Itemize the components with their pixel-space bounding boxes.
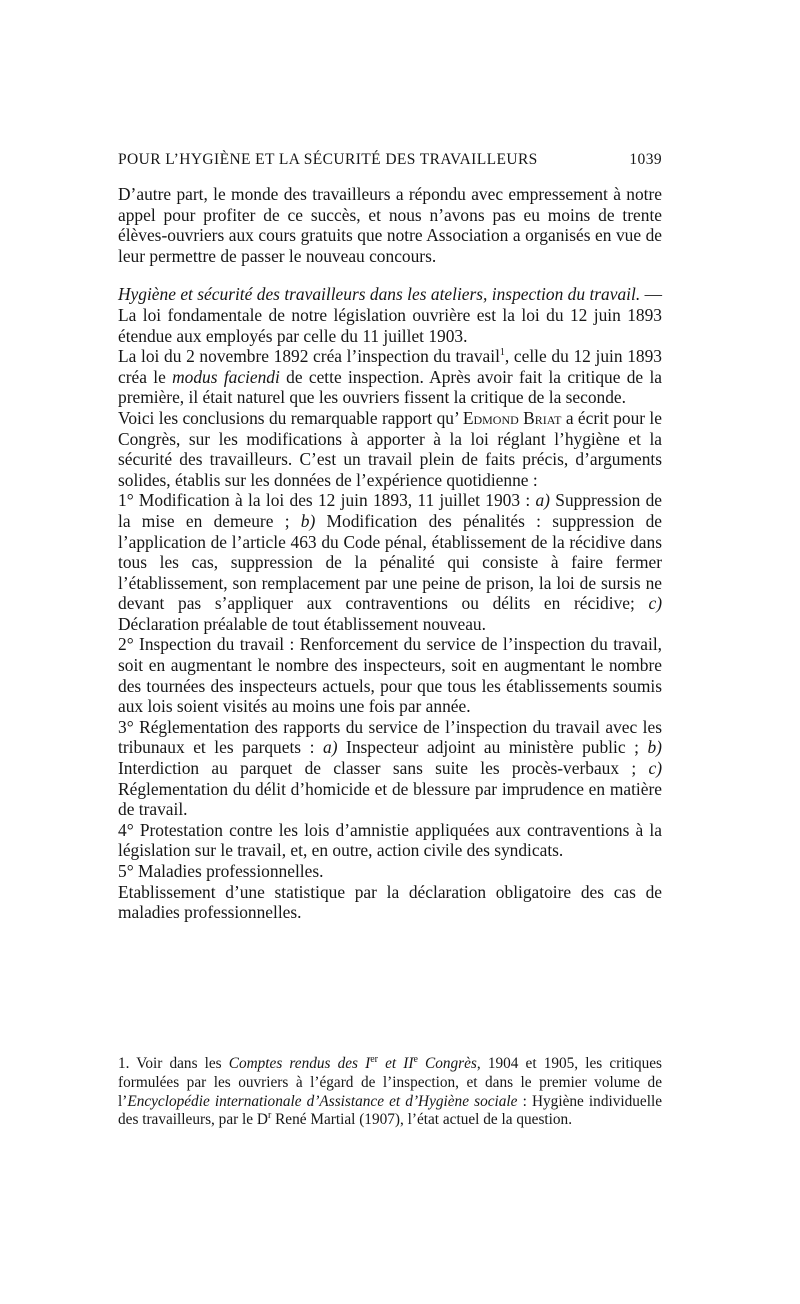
paragraph-workers-response: D’autre part, le monde des travailleurs a répondu avec empressement à notre appel pour profiter de ce succès, et nous n’avons pas eu moins de trente élèves-ouvriers aux cours gratuits que notre Association a organisés en vue de leur permettre de passer le nouveau concours. [118,184,662,266]
footnote-part: : Hygiène individuelle des travailleurs, par le D [118,1092,662,1129]
paragraph-text: Réglementation du délit d’homicide et de blessure par imprudence en matière de travail. [118,778,662,820]
footnote-marker: 1 [499,347,505,359]
italic-term: modus faciendi [172,366,280,387]
paragraph-text: Voici les conclusions du remarquable rapport qu’ [118,407,463,428]
paragraph-fundamental-law [118,284,662,346]
paragraph-text: 1° Modification à la loi des 12 juin 1893, 11 juillet 1903 : [118,490,536,511]
paragraph-text: 3° Réglementation des rapports du service de l’inspection du travail avec les tribunaux et les parquets : [118,716,662,758]
running-header [118,150,662,170]
author-name: Edmond Briat [462,407,562,428]
list-item-2: 2° Inspection du travail : Renforcement du service de l’inspection du travail, soit en augmentant le nombre des inspecteurs, soit en augmentant le nombre des tournées des inspecteurs actuels, pour que tous les établissements soumis aux lois soient visités au moins une fois par année. [118,634,662,717]
footnote [118,1055,662,1130]
paragraph-text: Modification des pénalités : suppression de l’application de l’article 463 du Code pénal, établissement de la récidive dans tous les cas, suppression de la pénalité qui consiste à faire fermer l’établissement, son remplacement par une peine de prison, la loi de sursis ne devant pas s’appliquer aux contraventions ou délits en récidive; [118,510,662,614]
list-item-1 [118,490,662,634]
footnote-text [118,1055,662,1130]
main-text [118,184,662,923]
superscript: e [413,1053,418,1065]
list-item-3 [118,717,662,820]
item-letter: a) [323,737,338,758]
paragraph-text: Suppression de la mise en demeure ; [118,490,662,531]
list-item-5: 5° Maladies professionnelles. [118,861,324,881]
paragraph-text: Interdiction au parquet de classer sans suite les procès-verbaux ; [118,758,649,779]
paragraph-inspection-law [118,346,662,408]
item-letter: a) [535,490,550,511]
item-letter: c) [648,758,662,779]
footnote-part: , 1904 et 1905, les critiques formulées par les ouvriers à l’égard de l’inspection, et dans le premier volume de l’ [118,1055,663,1110]
footnote-italic: Comptes rendus des I [228,1055,371,1072]
paragraph-text: a écrit pour le Congrès, sur les modifications à apporter à la loi réglant l’hygiène et la sécurité des travailleurs. C’est un travail plein de faits précis, d’arguments solides, établis sur les données de l’expérience quotidienne : [118,407,662,490]
section-heading: Hygiène et sécurité des travailleurs dans les ateliers, inspection du travail. [118,284,641,305]
paragraph-text: de cette inspection. Après avoir fait la critique de la première, il était naturel que les ouvriers fissent la critique de la seconde. [118,366,662,408]
superscript: r [267,1110,272,1122]
footnote-italic: Congrès [417,1055,477,1072]
paragraph-text: , celle du 12 juin 1893 créa le [118,346,662,387]
footnote-part: 1. Voir dans les [118,1055,229,1072]
item-letter: c) [648,593,662,614]
paragraph-report-conclusions [118,408,662,490]
page-number: 1039 [629,151,662,168]
item-letter: b) [300,510,316,531]
list-item-4: 4° Protestation contre les lois d’amnistie appliquées aux contraventions à la législation sur le travail, et, en outre, action civile des syndicats. [118,819,662,861]
paragraph-text: — La loi fondamentale de notre législation ouvrière est la loi du 12 juin 1893 étendue aux employés par celle du 11 juillet 1903. [118,284,662,346]
running-title: POUR L’HYGIÈNE ET LA SÉCURITÉ DES TRAVAILLEURS [118,151,538,168]
paragraph-statistics: Etablissement d’une statistique par la déclaration obligatoire des cas de maladies professionnelles. [118,881,662,923]
superscript: er [370,1053,378,1065]
paragraph-text: Inspecteur adjoint au ministère public ; [337,737,648,758]
footnote-part: René Martial (1907), l’état actuel de la question. [271,1111,573,1129]
paragraph-text: Déclaration préalable de tout établissement nouveau. [118,613,486,634]
item-letter: b) [647,737,662,758]
footnote-italic: Encyclopédie internationale d’Assistance et d’Hygiène sociale [127,1092,518,1110]
footnote-italic: et II [378,1055,414,1072]
paragraph-text: La loi du 2 novembre 1892 créa l’inspection du travail [118,346,500,367]
